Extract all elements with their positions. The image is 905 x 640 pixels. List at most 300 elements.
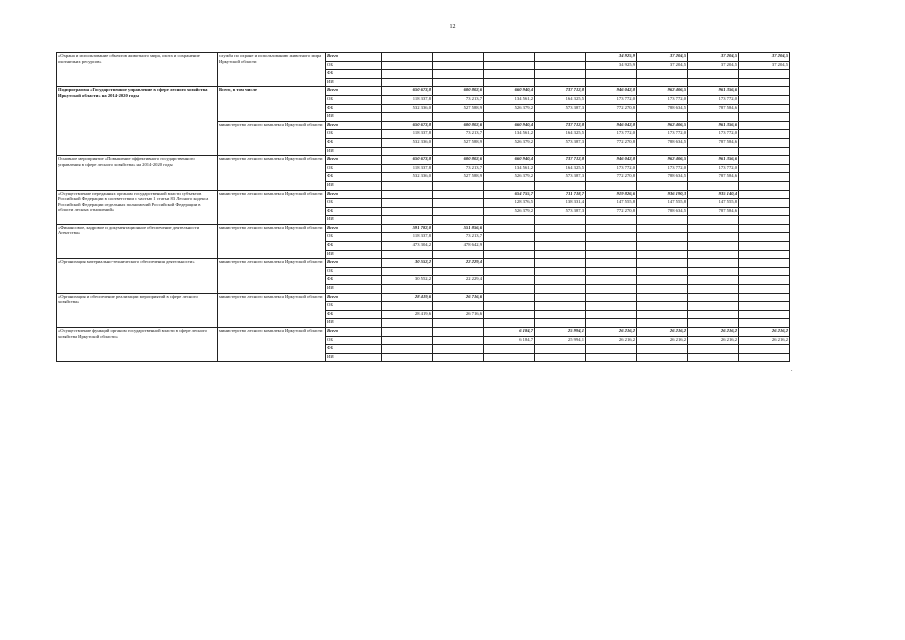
value-cell: [637, 242, 688, 251]
budget-table: [56, 52, 790, 362]
value-cell: 654 755,7: [484, 190, 535, 199]
value-cell: [688, 224, 739, 233]
value-cell: [739, 147, 790, 156]
value-cell: [739, 224, 790, 233]
executor-name: министерство лесного комплекса Иркутской области: [218, 121, 326, 155]
funding-source: ФБ: [326, 104, 382, 113]
funding-source: ОБ: [326, 302, 382, 311]
value-cell: [433, 199, 484, 208]
table-row: [57, 190, 790, 199]
value-cell: 962 406,5: [637, 121, 688, 130]
value-cell: [637, 250, 688, 259]
value-cell: 26 216,2: [688, 328, 739, 337]
value-cell: 134 561,2: [484, 95, 535, 104]
value-cell: [535, 224, 586, 233]
value-cell: [688, 259, 739, 268]
value-cell: 573 387,3: [535, 173, 586, 182]
value-cell: [433, 345, 484, 354]
funding-source: ИИ: [326, 181, 382, 190]
value-cell: 573 387,3: [535, 207, 586, 216]
executor-name: министерство лесного комплекса Иркутской области: [218, 293, 326, 327]
value-cell: 660 940,4: [484, 156, 535, 165]
value-cell: 26 216,2: [637, 328, 688, 337]
value-cell: 173 772,0: [688, 164, 739, 173]
value-cell: [739, 156, 790, 165]
value-cell: [433, 336, 484, 345]
value-cell: 173 772,0: [586, 164, 637, 173]
table-row: [57, 224, 790, 233]
funding-source: Всего: [326, 190, 382, 199]
value-cell: [382, 190, 433, 199]
value-cell: 173 772,0: [637, 95, 688, 104]
funding-source: ОБ: [326, 61, 382, 70]
executor-name: служба по охране и использованию животного мира Иркутской области: [218, 53, 326, 87]
value-cell: [484, 70, 535, 79]
funding-source: Всего: [326, 53, 382, 62]
value-cell: 173 772,0: [688, 130, 739, 139]
value-cell: [688, 78, 739, 87]
value-cell: [637, 224, 688, 233]
value-cell: [586, 181, 637, 190]
value-cell: [535, 267, 586, 276]
funding-source: ОБ: [326, 130, 382, 139]
value-cell: 73 213,7: [433, 233, 484, 242]
value-cell: 138 331,4: [535, 199, 586, 208]
value-cell: [586, 242, 637, 251]
table-row: [57, 156, 790, 165]
value-cell: 22 229,4: [433, 276, 484, 285]
value-cell: [586, 250, 637, 259]
value-cell: [688, 113, 739, 122]
value-cell: [382, 216, 433, 225]
value-cell: [688, 353, 739, 362]
value-cell: [739, 173, 790, 182]
value-cell: [586, 267, 637, 276]
value-cell: [739, 181, 790, 190]
value-cell: [688, 319, 739, 328]
value-cell: [637, 353, 688, 362]
value-cell: 26 216,2: [739, 336, 790, 345]
funding-source: ФБ: [326, 310, 382, 319]
value-cell: 772 270,8: [586, 173, 637, 182]
value-cell: 118 337,8: [382, 233, 433, 242]
value-cell: [535, 147, 586, 156]
value-cell: [739, 259, 790, 268]
value-cell: 147 555,8: [637, 199, 688, 208]
table-row: [57, 328, 790, 337]
value-cell: 787 584,6: [688, 104, 739, 113]
value-cell: 591 782,0: [382, 224, 433, 233]
value-cell: [586, 78, 637, 87]
value-cell: [688, 250, 739, 259]
trailing-mark: .: [791, 367, 793, 373]
value-cell: [688, 181, 739, 190]
value-cell: [433, 181, 484, 190]
value-cell: [739, 233, 790, 242]
value-cell: 919 826,6: [586, 190, 637, 199]
value-cell: 147 555,8: [586, 199, 637, 208]
value-cell: 34 925,9: [586, 53, 637, 62]
section-name: «Осуществление функций органом государственной власти в сфере лесного хозяйства Иркутской области»: [57, 328, 218, 362]
value-cell: [586, 216, 637, 225]
funding-source: ИИ: [326, 285, 382, 294]
funding-source: Всего: [326, 121, 382, 130]
value-cell: 961 356,6: [688, 156, 739, 165]
value-cell: 526 379,2: [484, 173, 535, 182]
value-cell: [382, 181, 433, 190]
value-cell: [739, 353, 790, 362]
value-cell: [433, 319, 484, 328]
value-cell: 788 634,5: [637, 104, 688, 113]
value-cell: 772 270,8: [586, 138, 637, 147]
value-cell: [484, 276, 535, 285]
value-cell: [586, 293, 637, 302]
value-cell: [484, 353, 535, 362]
value-cell: 26 216,2: [637, 336, 688, 345]
value-cell: 946 042,8: [586, 87, 637, 96]
value-cell: [739, 113, 790, 122]
value-cell: [637, 181, 688, 190]
value-cell: [433, 70, 484, 79]
section-name: «Осуществление переданных органам государственной власти субъектов Российской Федерации в соответствии с частью 1 статьи 83 Лесного кодекса Российской Федерации отдельных полномочий Российской Федерации в области лесных отношений»: [57, 190, 218, 224]
value-cell: 527 588,9: [433, 173, 484, 182]
value-cell: 30 552,2: [382, 276, 433, 285]
value-cell: 650 673,8: [382, 156, 433, 165]
value-cell: 30 552,2: [382, 259, 433, 268]
value-cell: 164 325,5: [535, 164, 586, 173]
value-cell: [637, 147, 688, 156]
value-cell: [433, 78, 484, 87]
value-cell: [484, 319, 535, 328]
funding-source: ИИ: [326, 78, 382, 87]
funding-source: ФБ: [326, 207, 382, 216]
value-cell: 650 673,8: [382, 121, 433, 130]
value-cell: 34 925,9: [586, 61, 637, 70]
value-cell: [535, 53, 586, 62]
section-name: «Организация и обеспечение реализации мероприятий в сфере лесного хозяйства»: [57, 293, 218, 327]
value-cell: [688, 293, 739, 302]
value-cell: 26 716,6: [433, 293, 484, 302]
value-cell: 28 419,6: [382, 310, 433, 319]
value-cell: [535, 285, 586, 294]
value-cell: [637, 310, 688, 319]
funding-source: ИИ: [326, 250, 382, 259]
value-cell: [739, 70, 790, 79]
value-cell: [433, 53, 484, 62]
value-cell: 650 673,8: [382, 87, 433, 96]
value-cell: 147 555,8: [688, 199, 739, 208]
value-cell: [739, 242, 790, 251]
value-cell: 532 336,0: [382, 173, 433, 182]
value-cell: [382, 353, 433, 362]
funding-source: ФБ: [326, 345, 382, 354]
value-cell: [739, 250, 790, 259]
value-cell: 473 304,2: [382, 242, 433, 251]
value-cell: [484, 259, 535, 268]
value-cell: 26 216,2: [586, 336, 637, 345]
section-name: Основное мероприятие «Повышение эффективного государственного управления в сфере лесного хозяйства» на 2014-2020 годы: [57, 156, 218, 190]
value-cell: 946 042,8: [586, 156, 637, 165]
value-cell: 37 204,5: [637, 53, 688, 62]
value-cell: 527 588,9: [433, 104, 484, 113]
value-cell: [586, 302, 637, 311]
value-cell: [382, 285, 433, 294]
value-cell: [484, 310, 535, 319]
value-cell: [433, 216, 484, 225]
value-cell: [586, 345, 637, 354]
value-cell: 600 802,6: [433, 87, 484, 96]
value-cell: [739, 199, 790, 208]
value-cell: 526 379,2: [484, 207, 535, 216]
value-cell: [688, 310, 739, 319]
value-cell: [433, 302, 484, 311]
value-cell: [586, 224, 637, 233]
executor-name: министерство лесного комплекса Иркутской области: [218, 190, 326, 224]
value-cell: [739, 276, 790, 285]
value-cell: [637, 302, 688, 311]
value-cell: 6 184,7: [484, 328, 535, 337]
value-cell: 26 216,2: [586, 328, 637, 337]
value-cell: [637, 319, 688, 328]
value-cell: [535, 242, 586, 251]
value-cell: 37 204,5: [688, 61, 739, 70]
funding-source: ФБ: [326, 70, 382, 79]
value-cell: [382, 328, 433, 337]
value-cell: [586, 353, 637, 362]
executor-name: министерство лесного комплекса Иркутской области: [218, 156, 326, 190]
value-cell: [484, 53, 535, 62]
value-cell: [484, 302, 535, 311]
executor-name: министерство лесного комплекса Иркутской области: [218, 259, 326, 293]
value-cell: 37 204,5: [739, 61, 790, 70]
value-cell: [484, 293, 535, 302]
value-cell: 73 213,7: [433, 95, 484, 104]
value-cell: 173 772,0: [637, 130, 688, 139]
value-cell: 28 419,6: [382, 293, 433, 302]
funding-source: ОБ: [326, 267, 382, 276]
value-cell: [586, 113, 637, 122]
value-cell: [433, 353, 484, 362]
value-cell: 22 229,4: [433, 259, 484, 268]
value-cell: [535, 293, 586, 302]
value-cell: [739, 121, 790, 130]
value-cell: 478 642,9: [433, 242, 484, 251]
value-cell: [637, 78, 688, 87]
funding-source: ИИ: [326, 147, 382, 156]
funding-source: ОБ: [326, 336, 382, 345]
value-cell: [535, 233, 586, 242]
value-cell: [433, 267, 484, 276]
value-cell: 73 213,7: [433, 130, 484, 139]
value-cell: [535, 216, 586, 225]
value-cell: [637, 276, 688, 285]
value-cell: [433, 328, 484, 337]
funding-source: Всего: [326, 87, 382, 96]
value-cell: [535, 310, 586, 319]
value-cell: [637, 345, 688, 354]
value-cell: [739, 78, 790, 87]
value-cell: 25 994,1: [535, 336, 586, 345]
value-cell: [739, 285, 790, 294]
value-cell: 118 337,8: [382, 164, 433, 173]
value-cell: [688, 216, 739, 225]
value-cell: [535, 345, 586, 354]
value-cell: [586, 259, 637, 268]
funding-source: ОБ: [326, 233, 382, 242]
value-cell: [688, 267, 739, 276]
funding-source: Всего: [326, 328, 382, 337]
value-cell: [739, 302, 790, 311]
value-cell: 551 856,6: [433, 224, 484, 233]
value-cell: [382, 70, 433, 79]
value-cell: [433, 190, 484, 199]
value-cell: [586, 276, 637, 285]
value-cell: 6 184,7: [484, 336, 535, 345]
executor-name: министерство лесного комплекса Иркутской области: [218, 224, 326, 258]
value-cell: 37 204,5: [688, 53, 739, 62]
value-cell: 118 337,8: [382, 130, 433, 139]
value-cell: [739, 190, 790, 199]
value-cell: 26 216,2: [739, 328, 790, 337]
value-cell: 73 213,7: [433, 164, 484, 173]
value-cell: [484, 78, 535, 87]
value-cell: [484, 267, 535, 276]
value-cell: [688, 242, 739, 251]
value-cell: [739, 164, 790, 173]
value-cell: [688, 147, 739, 156]
value-cell: [739, 130, 790, 139]
section-name: «Охрана и использование объектов животного мира, охота и сохранение охотничьих ресурсов»: [57, 53, 218, 87]
value-cell: 573 387,3: [535, 104, 586, 113]
table-row: [57, 259, 790, 268]
funding-source: ФБ: [326, 173, 382, 182]
funding-source: ИИ: [326, 113, 382, 122]
value-cell: [484, 285, 535, 294]
value-cell: [382, 319, 433, 328]
value-cell: 961 356,6: [688, 87, 739, 96]
value-cell: [739, 207, 790, 216]
value-cell: [739, 104, 790, 113]
funding-source: Всего: [326, 156, 382, 165]
value-cell: [535, 78, 586, 87]
value-cell: 134 561,2: [484, 164, 535, 173]
value-cell: [688, 276, 739, 285]
value-cell: [484, 345, 535, 354]
value-cell: [739, 216, 790, 225]
value-cell: 134 561,2: [484, 130, 535, 139]
funding-source: ОБ: [326, 164, 382, 173]
funding-source: ФБ: [326, 276, 382, 285]
value-cell: 25 994,1: [535, 328, 586, 337]
value-cell: 573 387,3: [535, 138, 586, 147]
value-cell: [382, 345, 433, 354]
funding-source: ФБ: [326, 242, 382, 251]
value-cell: [484, 181, 535, 190]
value-cell: 173 772,0: [688, 95, 739, 104]
value-cell: [739, 95, 790, 104]
value-cell: [688, 302, 739, 311]
funding-source: ОБ: [326, 95, 382, 104]
value-cell: [688, 345, 739, 354]
value-cell: 37 204,5: [739, 53, 790, 62]
value-cell: 527 588,9: [433, 138, 484, 147]
value-cell: [637, 293, 688, 302]
value-cell: [535, 250, 586, 259]
value-cell: [688, 233, 739, 242]
value-cell: 173 772,0: [637, 164, 688, 173]
value-cell: 37 204,5: [637, 61, 688, 70]
value-cell: [382, 199, 433, 208]
value-cell: 787 584,6: [688, 207, 739, 216]
value-cell: 787 584,6: [688, 138, 739, 147]
value-cell: [535, 276, 586, 285]
value-cell: [433, 61, 484, 70]
value-cell: 788 634,5: [637, 138, 688, 147]
value-cell: [433, 113, 484, 122]
value-cell: [586, 147, 637, 156]
value-cell: [484, 233, 535, 242]
value-cell: 173 772,0: [586, 95, 637, 104]
value-cell: 946 042,8: [586, 121, 637, 130]
value-cell: [382, 336, 433, 345]
value-cell: [484, 147, 535, 156]
table-row: [57, 293, 790, 302]
value-cell: [739, 310, 790, 319]
value-cell: [739, 267, 790, 276]
value-cell: [484, 61, 535, 70]
section-name: «Организация материально-технического обеспечения деятельности»: [57, 259, 218, 293]
value-cell: 961 356,6: [688, 121, 739, 130]
value-cell: 737 712,8: [535, 121, 586, 130]
funding-source: ИИ: [326, 353, 382, 362]
value-cell: [586, 319, 637, 328]
value-cell: 600 802,6: [433, 156, 484, 165]
value-cell: 660 940,4: [484, 87, 535, 96]
value-cell: 962 406,5: [637, 156, 688, 165]
value-cell: [382, 302, 433, 311]
value-cell: 737 712,8: [535, 87, 586, 96]
value-cell: [535, 113, 586, 122]
value-cell: 936 190,3: [637, 190, 688, 199]
value-cell: [535, 319, 586, 328]
value-cell: [484, 216, 535, 225]
executor-name: Всего, в том числе: [218, 87, 326, 121]
value-cell: 173 772,0: [586, 130, 637, 139]
value-cell: [484, 242, 535, 251]
value-cell: 26 216,2: [688, 336, 739, 345]
value-cell: [637, 113, 688, 122]
value-cell: [688, 285, 739, 294]
value-cell: [637, 285, 688, 294]
section-name: «Финансовое, кадровое и документационное обеспечение деятельности Агентства»: [57, 224, 218, 258]
funding-source: ИИ: [326, 319, 382, 328]
value-cell: [535, 353, 586, 362]
value-cell: [433, 147, 484, 156]
value-cell: 962 406,5: [637, 87, 688, 96]
value-cell: 788 634,5: [637, 207, 688, 216]
value-cell: [535, 181, 586, 190]
value-cell: [739, 87, 790, 96]
value-cell: [535, 259, 586, 268]
page-number: 12: [449, 24, 456, 30]
value-cell: [586, 285, 637, 294]
funding-source: Всего: [326, 293, 382, 302]
value-cell: [382, 61, 433, 70]
value-cell: 526 379,2: [484, 138, 535, 147]
value-cell: [433, 250, 484, 259]
value-cell: [637, 70, 688, 79]
value-cell: [535, 70, 586, 79]
